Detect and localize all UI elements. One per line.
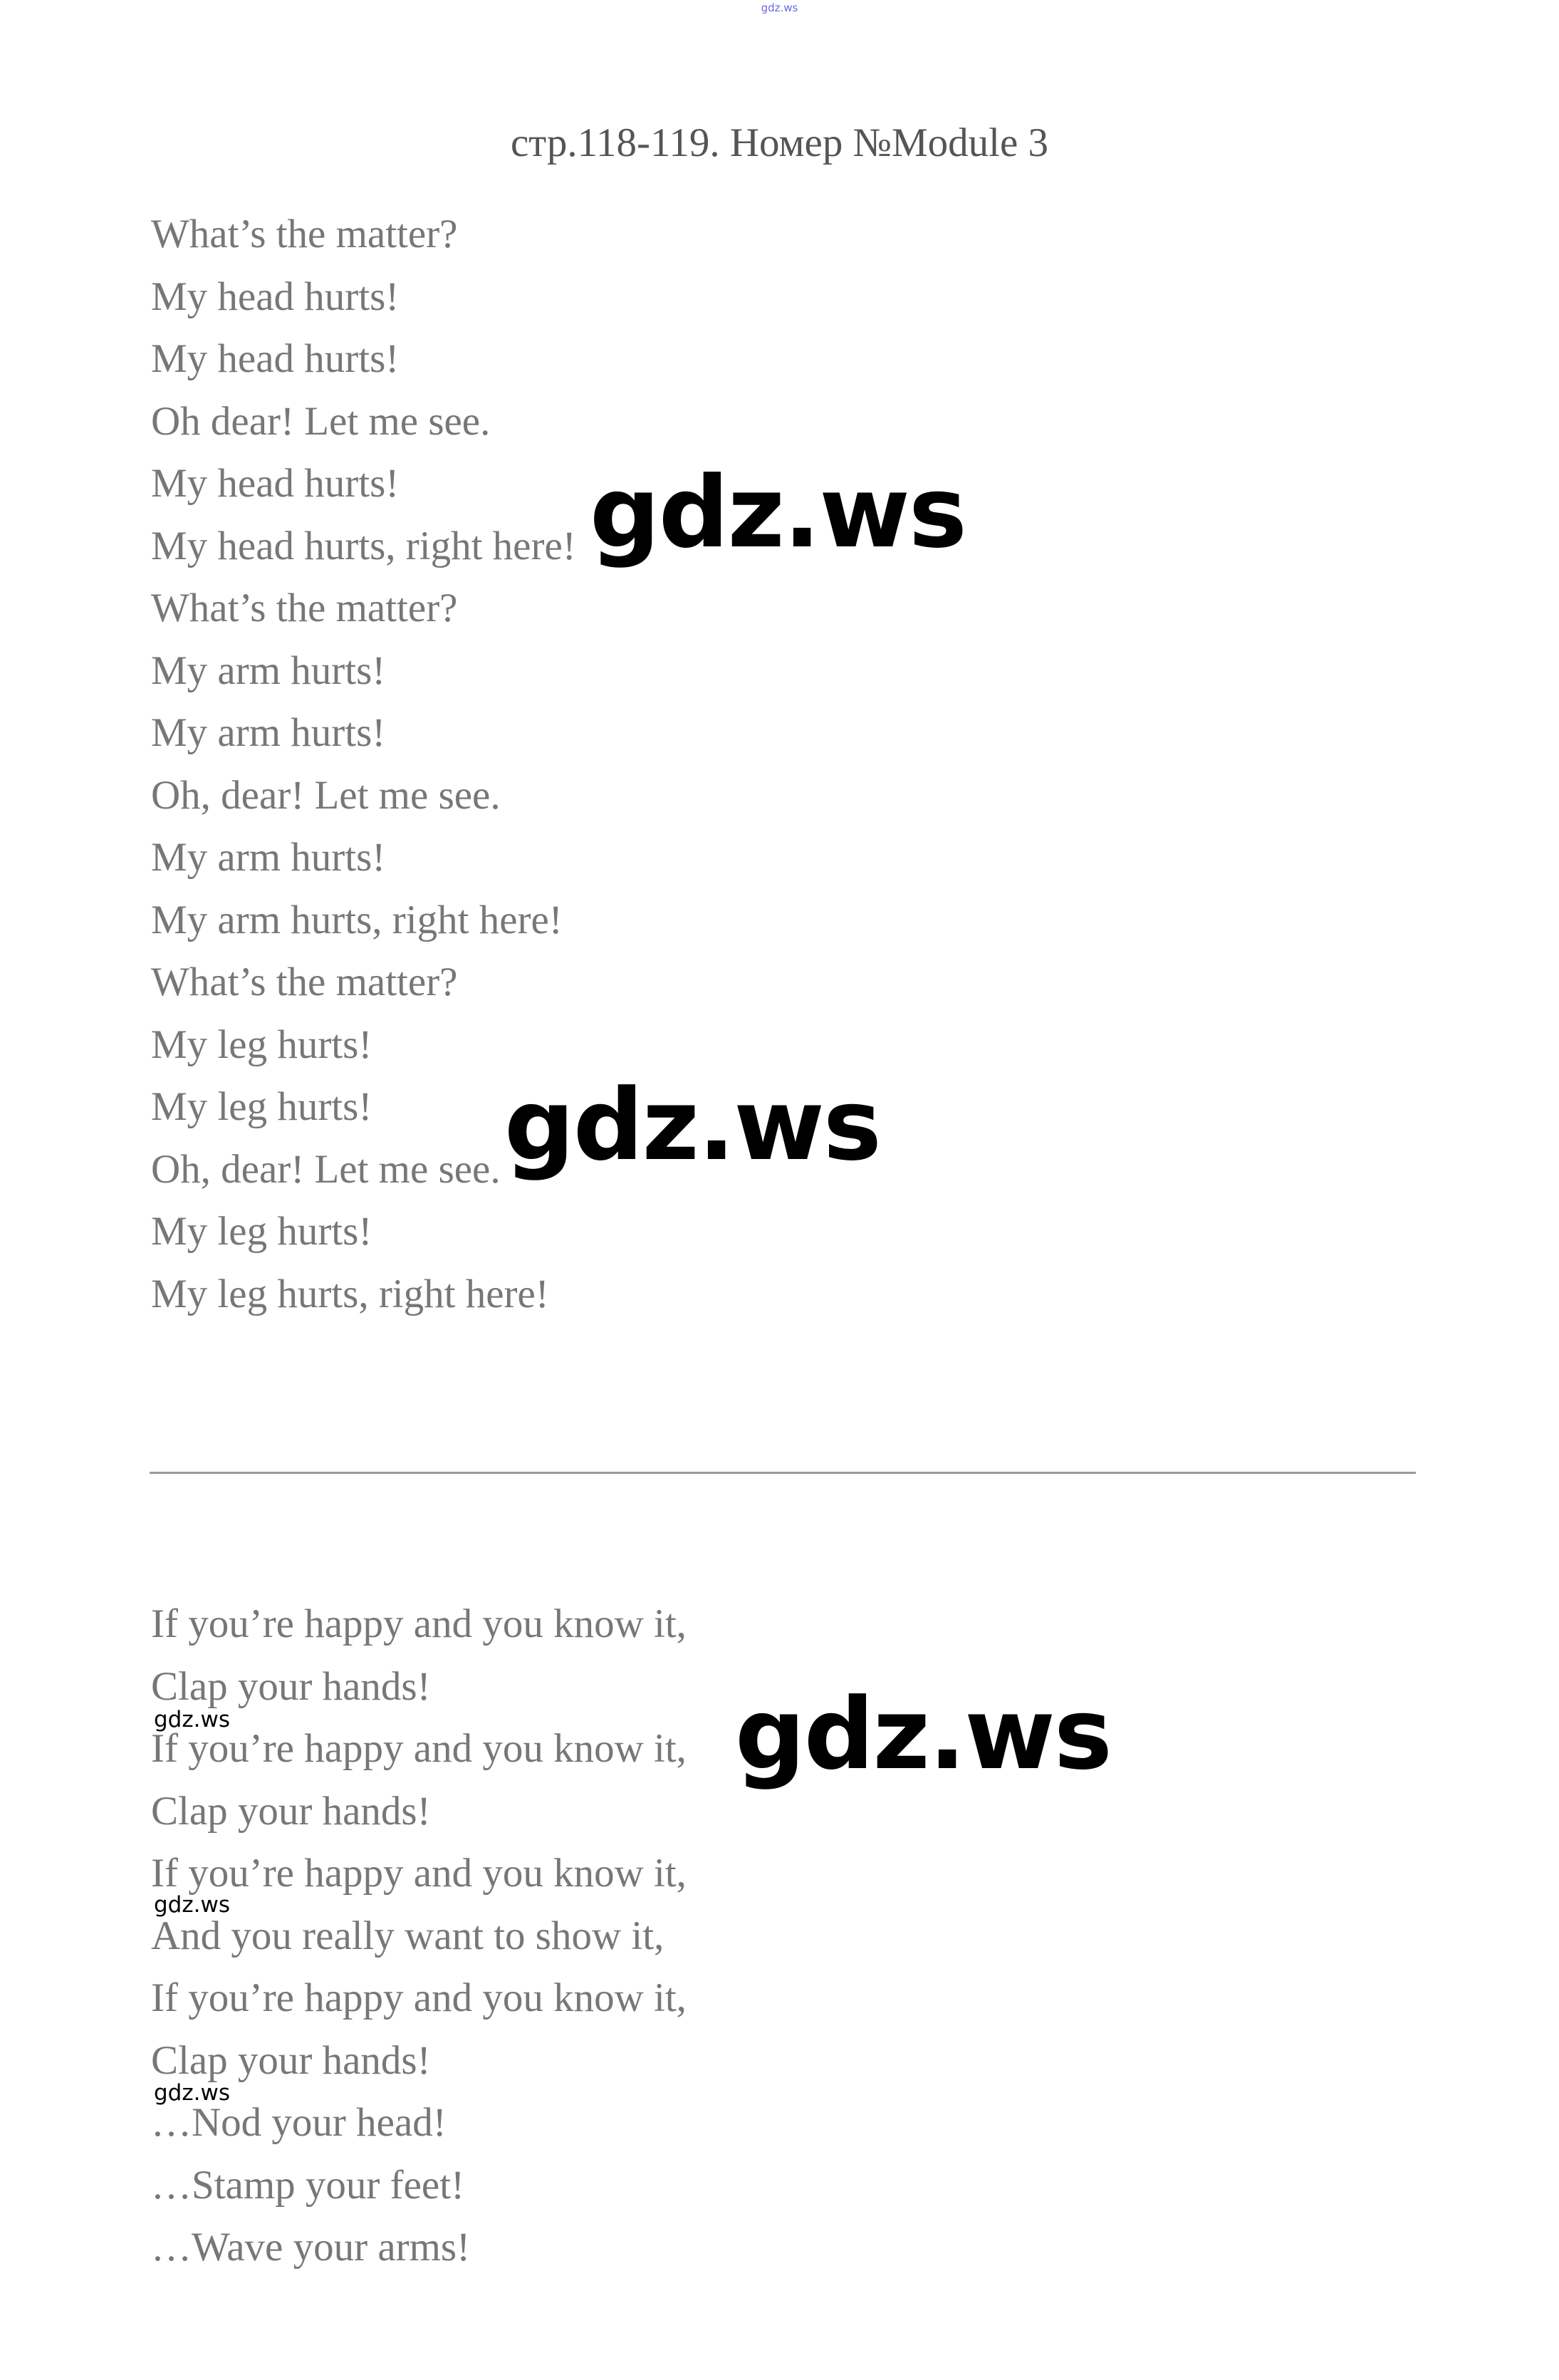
lyric-line: My leg hurts! [151, 1084, 372, 1129]
lyric-line: My leg hurts! [151, 1209, 372, 1254]
lyric-line: My head hurts! [151, 461, 400, 506]
lyric-line: …Nod your head! [151, 2100, 447, 2145]
lyric-line: My arm hurts! [151, 835, 386, 880]
lyric-line: What’s the matter? [151, 212, 458, 256]
watermark-large: gdz.ws [735, 1677, 1111, 1792]
lyric-line: If you’re happy and you know it, [151, 1726, 687, 1771]
watermark-large: gdz.ws [590, 455, 966, 570]
lyric-line: My head hurts, right here! [151, 523, 576, 568]
lyric-line: Clap your hands! [151, 1663, 431, 1709]
lyric-line: …Stamp your feet! [151, 2162, 465, 2208]
lyric-line: If you’re happy and you know it, [151, 1851, 687, 1896]
section-divider [150, 1472, 1416, 1474]
lyric-line: Oh, dear! Let me see. [151, 1146, 501, 1192]
lyric-line: Clap your hands! [151, 1788, 431, 1834]
lyric-line: If you’re happy and you know it, [151, 1601, 687, 1646]
top-watermark: gdz.ws [761, 1, 798, 14]
lyric-line: If you’re happy and you know it, [151, 1975, 687, 2020]
lyric-line: What’s the matter? [151, 586, 458, 630]
watermark-small: gdz.ws [154, 1892, 230, 1918]
lyric-line: What’s the matter? [151, 960, 458, 1004]
lyric-line: …Wave your arms! [151, 2225, 471, 2270]
lyric-line: My leg hurts, right here! [151, 1271, 549, 1316]
watermark-small: gdz.ws [154, 1707, 230, 1732]
lyric-line: My arm hurts! [151, 710, 386, 755]
lyric-line: Clap your hands! [151, 2037, 431, 2083]
lyric-line: Oh, dear! Let me see. [151, 772, 501, 818]
lyric-line: Oh dear! Let me see. [151, 398, 491, 444]
lyric-line: My leg hurts! [151, 1022, 372, 1067]
lyric-line: My arm hurts! [151, 648, 386, 693]
song-two-lyrics [151, 1593, 687, 2279]
watermark-large: gdz.ws [504, 1068, 880, 1183]
lyric-line: And you really want to show it, [151, 1913, 664, 1958]
lyric-line: My head hurts! [151, 336, 400, 381]
watermark-small: gdz.ws [154, 2080, 230, 2106]
lyric-line: My arm hurts, right here! [151, 897, 563, 942]
page-title: стр.118-119. Номер №Module 3 [510, 120, 1049, 165]
lyric-line: My head hurts! [151, 274, 400, 319]
